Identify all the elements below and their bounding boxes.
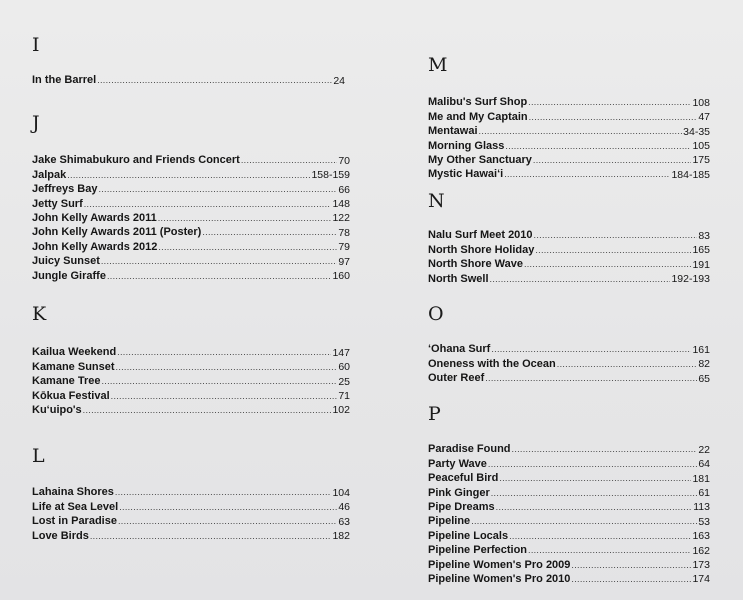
dot-leader xyxy=(496,503,693,513)
dot-leader xyxy=(118,517,337,527)
dot-leader xyxy=(529,113,698,123)
entry-page-number: 163 xyxy=(692,530,710,543)
entry-list xyxy=(32,72,345,86)
index-entry xyxy=(428,94,710,108)
index-entry xyxy=(428,556,710,570)
dot-leader xyxy=(528,546,691,556)
index-entry xyxy=(32,195,350,209)
dot-leader xyxy=(571,561,691,571)
entry-page-number: 71 xyxy=(338,390,350,403)
dot-leader xyxy=(90,532,332,542)
dot-leader xyxy=(115,488,332,498)
index-entry xyxy=(32,484,350,498)
entry-title: Lost in Paradise xyxy=(32,515,117,528)
dot-leader xyxy=(479,127,683,137)
entry-page-number: 83 xyxy=(698,229,710,242)
section-letter: I xyxy=(32,34,40,56)
entry-title: Ku‘uipo's xyxy=(32,403,82,416)
entry-title: North Swell xyxy=(428,272,489,285)
index-entry xyxy=(32,358,350,372)
index-entry xyxy=(428,542,710,556)
entry-title: North Shore Wave xyxy=(428,258,523,271)
index-entry xyxy=(428,370,710,384)
index-entry xyxy=(32,72,345,86)
entry-title: Outer Reef xyxy=(428,372,485,385)
entry-title: My Other Sanctuary xyxy=(428,153,532,166)
index-entry xyxy=(32,267,350,281)
entry-page-number: 66 xyxy=(338,183,350,196)
entry-page-number: 70 xyxy=(338,154,350,167)
entry-page-number: 65 xyxy=(698,372,710,385)
dot-leader xyxy=(504,170,670,180)
index-entry xyxy=(428,513,710,527)
dot-leader xyxy=(84,200,332,210)
entry-title: Jake Shimabukuro and Friends Concert xyxy=(32,154,240,167)
entry-list xyxy=(32,152,350,282)
entry-page-number: 53 xyxy=(698,515,710,528)
entry-title: Nalu Surf Meet 2010 xyxy=(428,229,533,242)
entry-list xyxy=(32,344,350,416)
index-entry xyxy=(428,527,710,541)
entry-page-number: 34-35 xyxy=(683,125,710,138)
section-letter: K xyxy=(32,303,47,325)
entry-page-number: 191 xyxy=(692,258,710,271)
entry-page-number: 192-193 xyxy=(671,273,710,286)
index-entry xyxy=(428,137,710,151)
index-entry xyxy=(32,152,350,166)
entry-page-number: 104 xyxy=(332,486,350,499)
dot-leader xyxy=(471,517,697,527)
entry-list xyxy=(428,227,710,285)
entry-title: Me and My Captain xyxy=(428,110,528,123)
entry-title: Pipeline Locals xyxy=(428,529,509,542)
entry-title: Mentawai xyxy=(428,125,478,138)
index-entry xyxy=(32,210,350,224)
section-letter: O xyxy=(428,303,444,325)
dot-leader xyxy=(534,231,698,241)
entry-list xyxy=(428,341,710,384)
section-letter: N xyxy=(428,190,445,212)
dot-leader xyxy=(533,156,692,166)
index-entry xyxy=(428,152,710,166)
dot-leader xyxy=(490,275,671,285)
entry-title: Lahaina Shores xyxy=(32,486,114,499)
entry-page-number: 46 xyxy=(338,501,350,514)
index-entry xyxy=(32,344,350,358)
entry-page-number: 25 xyxy=(338,375,350,388)
index-entry xyxy=(428,499,710,513)
dot-leader xyxy=(488,460,697,470)
dot-leader xyxy=(158,243,337,253)
entry-page-number: 82 xyxy=(698,358,710,371)
dot-leader xyxy=(111,392,338,402)
entry-page-number: 165 xyxy=(692,244,710,257)
dot-leader xyxy=(491,489,698,499)
dot-leader xyxy=(499,474,691,484)
entry-title: North Shore Holiday xyxy=(428,243,535,256)
entry-title: Kamane Tree xyxy=(32,375,101,388)
entry-title: Peaceful Bird xyxy=(428,472,499,485)
dot-leader xyxy=(101,257,337,267)
dot-leader xyxy=(524,260,692,270)
entry-title: John Kelly Awards 2012 xyxy=(32,240,158,253)
index-entry xyxy=(428,341,710,355)
entry-title: Party Wave xyxy=(428,457,487,470)
index-entry xyxy=(428,484,710,498)
dot-leader xyxy=(535,246,691,256)
entry-title: John Kelly Awards 2011 xyxy=(32,211,157,224)
entry-page-number: 79 xyxy=(338,241,350,254)
index-entry xyxy=(428,166,710,180)
entry-title: Pipeline Perfection xyxy=(428,544,528,557)
index-entry xyxy=(428,241,710,255)
index-entry xyxy=(32,402,350,416)
index-entry xyxy=(428,123,710,137)
entry-page-number: 161 xyxy=(692,343,710,356)
entry-list xyxy=(428,441,710,585)
entry-title: Paradise Found xyxy=(428,443,511,456)
entry-title: Pipeline Women's Pro 2010 xyxy=(428,572,571,585)
index-entry xyxy=(32,387,350,401)
dot-leader xyxy=(509,532,691,542)
entry-page-number: 97 xyxy=(338,255,350,268)
entry-title: ‘Ohana Surf xyxy=(428,343,491,356)
dot-leader xyxy=(101,377,337,387)
entry-title: Jungle Giraffe xyxy=(32,269,106,282)
index-entry xyxy=(428,455,710,469)
section-letter: P xyxy=(428,403,441,425)
entry-title: Kailua Weekend xyxy=(32,346,117,359)
dot-leader xyxy=(557,360,698,370)
entry-title: Jalpak xyxy=(32,168,67,181)
entry-page-number: 158-159 xyxy=(311,169,350,182)
entry-list xyxy=(32,484,350,542)
entry-title: Pipeline Women's Pro 2009 xyxy=(428,558,571,571)
section-letter: J xyxy=(32,112,40,134)
entry-title: John Kelly Awards 2011 (Poster) xyxy=(32,226,202,239)
index-entry xyxy=(32,224,350,238)
entry-page-number: 162 xyxy=(692,544,710,557)
entry-page-number: 147 xyxy=(332,346,350,359)
dot-leader xyxy=(241,156,337,166)
entry-title: Juicy Sunset xyxy=(32,255,100,268)
entry-title: Jetty Surf xyxy=(32,197,83,210)
entry-page-number: 47 xyxy=(698,111,710,124)
index-entry xyxy=(32,373,350,387)
dot-leader xyxy=(202,228,337,238)
entry-page-number: 105 xyxy=(692,140,710,153)
entry-page-number: 22 xyxy=(698,443,710,456)
index-entry xyxy=(32,498,350,512)
entry-page-number: 108 xyxy=(692,96,710,109)
index-entry xyxy=(428,227,710,241)
entry-title: Life at Sea Level xyxy=(32,500,119,513)
entry-page-number: 122 xyxy=(332,212,350,225)
dot-leader xyxy=(491,345,691,355)
index-entry xyxy=(428,571,710,585)
entry-title: Pink Ginger xyxy=(428,486,490,499)
entry-title: Morning Glass xyxy=(428,139,505,152)
entry-title: Kōkua Festival xyxy=(32,389,110,402)
entry-title: Malibu's Surf Shop xyxy=(428,96,528,109)
entry-page-number: 174 xyxy=(692,573,710,586)
entry-title: Oneness with the Ocean xyxy=(428,357,556,370)
entry-page-number: 78 xyxy=(338,226,350,239)
index-entry xyxy=(32,513,350,527)
dot-leader xyxy=(571,575,691,585)
index-entry xyxy=(428,256,710,270)
dot-leader xyxy=(505,142,691,152)
dot-leader xyxy=(485,374,697,384)
dot-leader xyxy=(117,348,331,358)
index-entry xyxy=(32,253,350,267)
entry-title: Mystic Hawai‘i xyxy=(428,168,504,181)
entry-title: Jeffreys Bay xyxy=(32,183,98,196)
entry-page-number: 160 xyxy=(332,270,350,283)
entry-page-number: 24 xyxy=(333,74,345,87)
index-entry xyxy=(428,470,710,484)
entry-page-number: 148 xyxy=(332,198,350,211)
dot-leader xyxy=(107,272,332,282)
dot-leader xyxy=(97,76,332,86)
entry-page-number: 63 xyxy=(338,515,350,528)
index-entry xyxy=(32,238,350,252)
section-letter: M xyxy=(428,54,448,76)
entry-list xyxy=(428,94,710,180)
index-entry xyxy=(428,441,710,455)
entry-page-number: 64 xyxy=(698,458,710,471)
entry-page-number: 60 xyxy=(338,361,350,374)
dot-leader xyxy=(119,503,337,513)
entry-page-number: 61 xyxy=(698,487,710,500)
entry-page-number: 181 xyxy=(692,472,710,485)
index-entry xyxy=(428,270,710,284)
entry-title: Love Birds xyxy=(32,529,89,542)
index-entry xyxy=(32,181,350,195)
entry-title: In the Barrel xyxy=(32,74,97,87)
index-entry xyxy=(428,355,710,369)
dot-leader xyxy=(98,185,337,195)
entry-title: Pipeline xyxy=(428,515,471,528)
entry-title: Kamane Sunset xyxy=(32,360,115,373)
index-entry xyxy=(428,108,710,122)
entry-page-number: 173 xyxy=(692,559,710,572)
dot-leader xyxy=(512,445,698,455)
entry-title: Pipe Dreams xyxy=(428,500,495,513)
entry-page-number: 113 xyxy=(693,501,710,514)
index-entry xyxy=(32,166,350,180)
entry-page-number: 102 xyxy=(332,404,350,417)
index-entry xyxy=(32,527,350,541)
entry-page-number: 182 xyxy=(332,530,350,543)
dot-leader xyxy=(83,406,332,416)
dot-leader xyxy=(528,98,691,108)
dot-leader xyxy=(67,171,310,181)
dot-leader xyxy=(158,214,332,224)
dot-leader xyxy=(116,363,338,373)
entry-page-number: 175 xyxy=(692,154,710,167)
entry-page-number: 184-185 xyxy=(671,168,710,181)
section-letter: L xyxy=(32,445,45,467)
